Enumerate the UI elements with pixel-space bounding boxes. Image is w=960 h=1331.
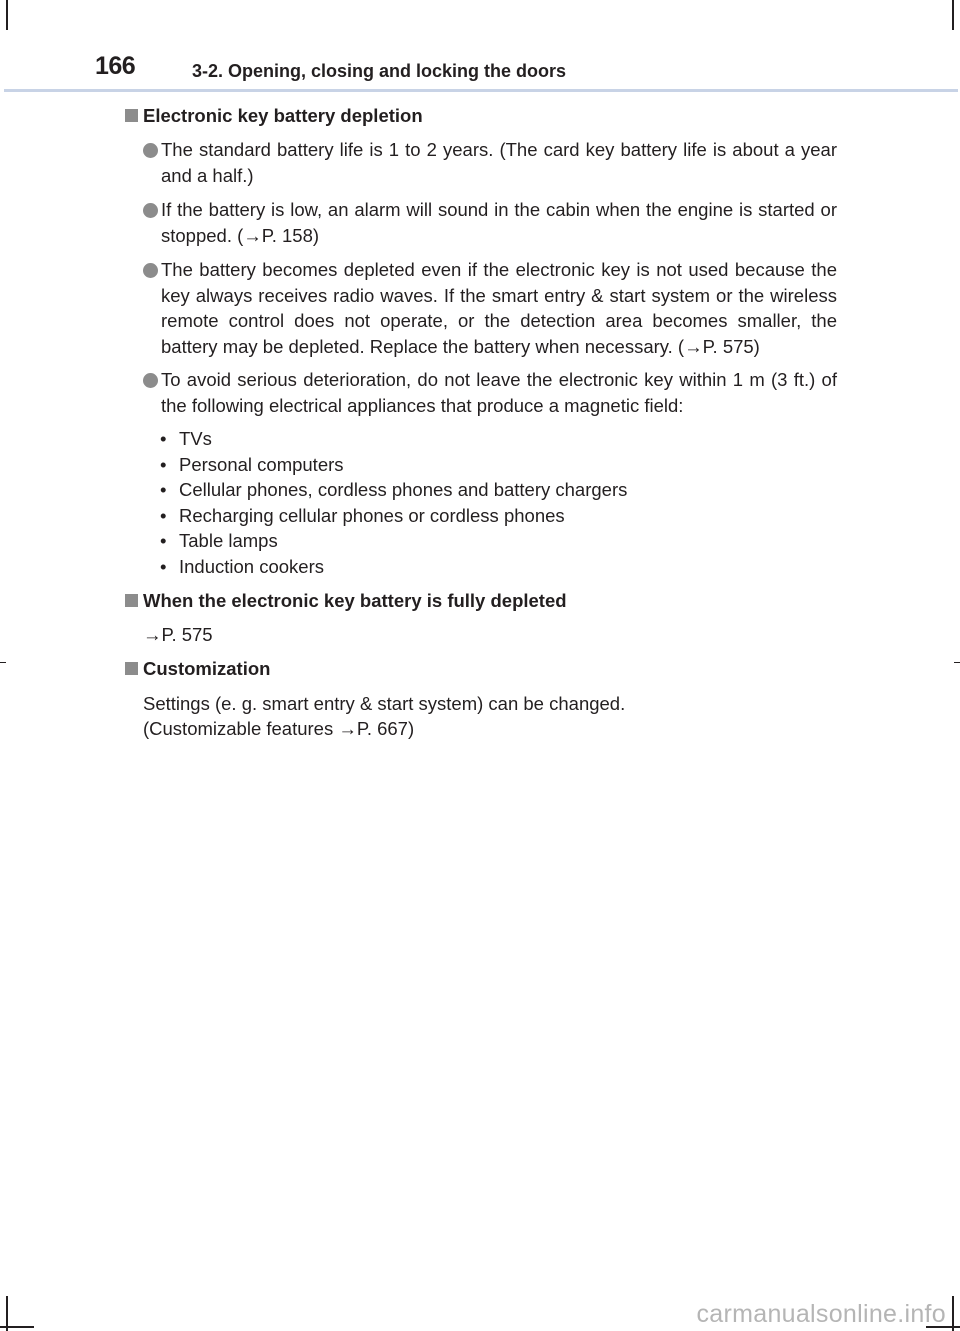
list-marker: • (160, 453, 167, 475)
list-marker: • (160, 504, 167, 526)
bullet-text: The standard battery life is 1 to 2 years. (The card key battery life is about a year and a half.) (161, 139, 837, 186)
circle-icon (143, 203, 158, 218)
circle-icon (143, 263, 158, 278)
square-icon (125, 662, 138, 675)
circle-icon (143, 143, 158, 158)
section-title: 3-2. Opening, closing and locking the doors (192, 61, 567, 81)
list-item: • Recharging cellular phones or cordless phones (160, 503, 627, 529)
heading-text: Customization (143, 658, 271, 679)
appliance-list (160, 426, 627, 580)
crop-mark-bottom-left-h (0, 1326, 34, 1328)
customization-text: Settings (e. g. smart entry & start system) can be changed. (143, 693, 626, 714)
bullet-text: To avoid serious deterioration, do not leave the electronic key within 1 m (3 ft.) of the following electrical appliances that produce a magnetic field: (161, 369, 837, 416)
heading-customization (125, 657, 270, 681)
list-marker: • (160, 555, 167, 577)
bullet-text: The battery becomes depleted even if the electronic key is not used because the key always receives radio waves. If the smart entry & start system or the wireless remote control does not operate, or the detection area becomes smaller, the battery may be depleted. Replace the battery when necessary. (→P. 575) (161, 259, 837, 357)
list-item: • Cellular phones, cordless phones and battery chargers (160, 477, 627, 503)
heading-text: When the electronic key battery is fully depleted (143, 590, 567, 611)
heading-text: Electronic key battery depletion (143, 105, 423, 126)
bullet-low-battery-alarm (143, 197, 837, 248)
heading-fully-depleted (125, 589, 567, 613)
list-item: • TVs (160, 426, 627, 452)
square-icon (125, 109, 138, 122)
header-rule (4, 89, 958, 92)
list-item: • Personal computers (160, 452, 627, 478)
circle-icon (143, 373, 158, 388)
crop-mark-left-middle (0, 662, 6, 663)
page-number: 166 (95, 52, 136, 80)
list-marker: • (160, 530, 167, 552)
bullet-text: If the battery is low, an alarm will sound in the cabin when the engine is started or stopped. (→P. 158) (161, 199, 837, 246)
heading-battery-depletion (125, 104, 423, 128)
page-header (0, 0, 960, 92)
bullet-magnetic-field (143, 367, 837, 418)
bullet-radio-waves (143, 257, 837, 359)
crop-mark-right-middle (954, 662, 960, 663)
watermark-text: carmanualsonline.info (696, 1300, 946, 1328)
bullet-battery-life (143, 137, 837, 188)
page-reference-link[interactable]: →P. 575 (143, 624, 213, 645)
list-item: • Induction cookers (160, 554, 627, 580)
list-marker: • (160, 428, 167, 449)
square-icon (125, 594, 138, 607)
list-item: • Table lamps (160, 528, 627, 554)
customization-reference: (Customizable features →P. 667) (143, 718, 415, 739)
list-marker: • (160, 479, 167, 501)
